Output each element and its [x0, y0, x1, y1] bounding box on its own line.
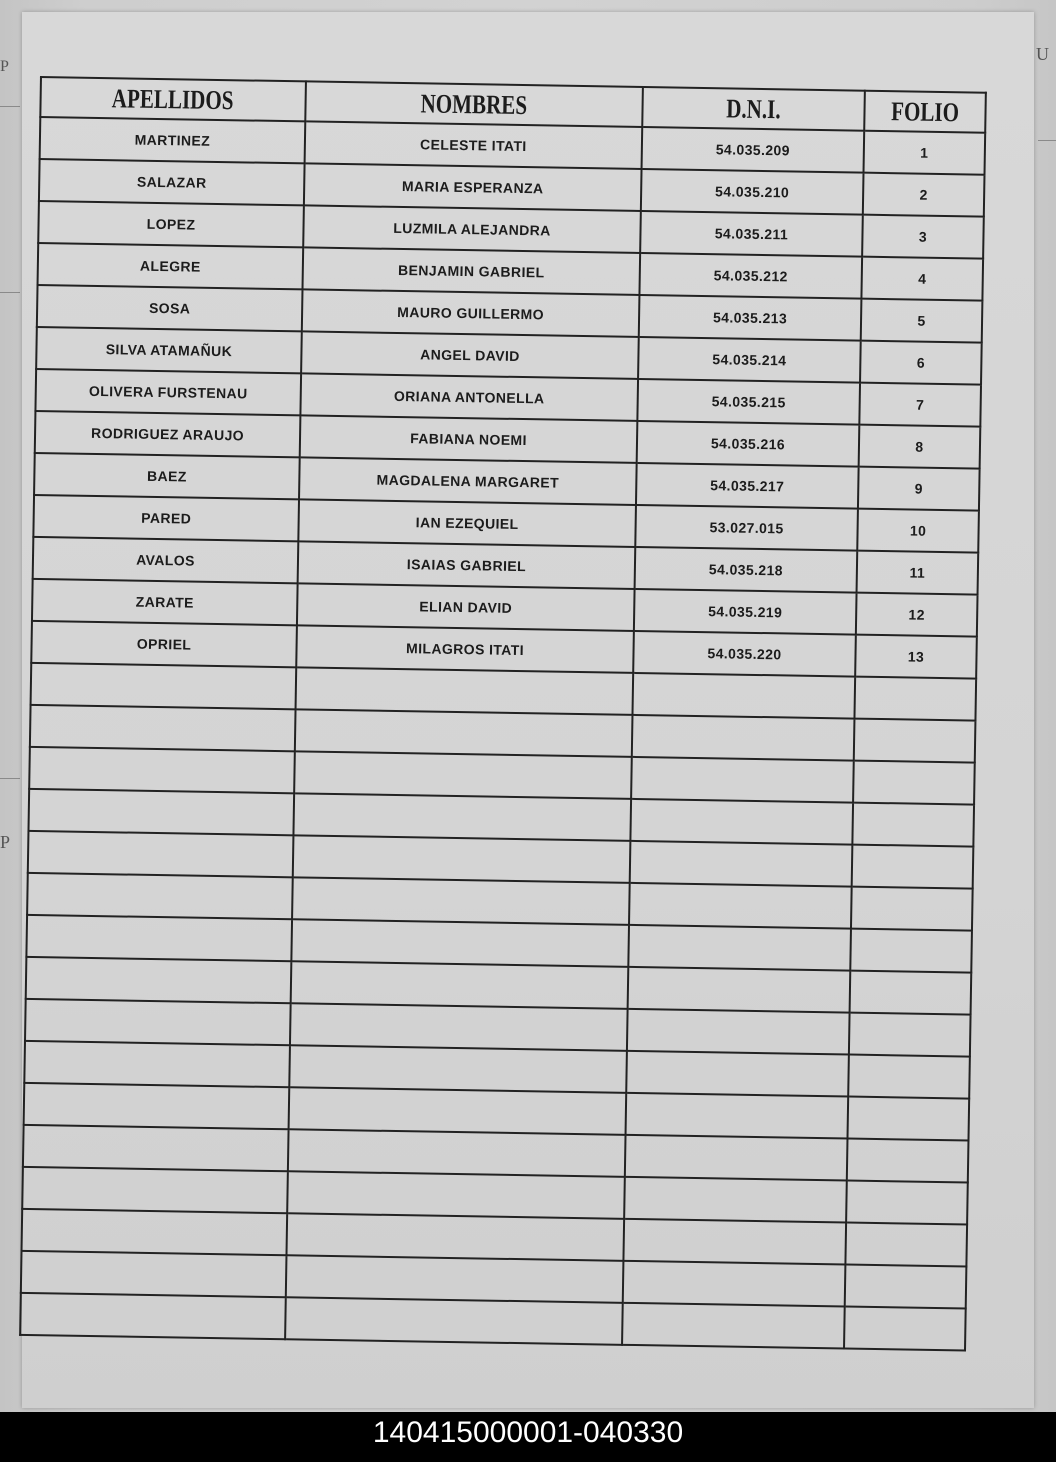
- apellidos-cell: MARTINEZ: [40, 117, 306, 163]
- folio-cell: 2: [863, 173, 985, 217]
- folio-cell: 10: [857, 509, 979, 553]
- apellidos-cell: [24, 1083, 290, 1129]
- dni-cell: 54.035.217: [636, 463, 859, 509]
- apellidos-cell: [22, 1167, 288, 1213]
- student-roster-table: [19, 76, 987, 1352]
- folio-cell: [848, 1055, 970, 1099]
- nombres-cell: [296, 667, 634, 715]
- nombres-cell: MARIA ESPERANZA: [304, 163, 642, 211]
- folio-cell: [845, 1265, 967, 1309]
- nombres-cell: [289, 1045, 627, 1093]
- dni-cell: [622, 1303, 845, 1349]
- nombres-cell: MILAGROS ITATI: [296, 625, 634, 673]
- edge-rule: [0, 106, 20, 107]
- apellidos-cell: [22, 1209, 288, 1255]
- nombres-cell: ORIANA ANTONELLA: [300, 373, 638, 421]
- edge-rule: [1038, 140, 1056, 141]
- folio-cell: 11: [857, 551, 979, 595]
- nombres-cell: [288, 1129, 626, 1177]
- dni-cell: [626, 1051, 849, 1097]
- folio-cell: [854, 677, 976, 721]
- nombres-cell: [295, 709, 633, 757]
- dni-cell: [629, 883, 852, 929]
- folio-cell: [847, 1097, 969, 1141]
- apellidos-cell: [26, 957, 292, 1003]
- nombres-cell: BENJAMIN GABRIEL: [302, 247, 640, 295]
- apellidos-cell: [24, 1041, 290, 1087]
- apellidos-cell: SOSA: [37, 285, 303, 331]
- apellidos-cell: [30, 705, 296, 751]
- dni-cell: 54.035.213: [639, 295, 862, 341]
- nombres-cell: ISAIAS GABRIEL: [298, 541, 636, 589]
- folio-cell: [850, 971, 972, 1015]
- nombres-cell: [286, 1255, 624, 1303]
- nombres-cell: IAN EZEQUIEL: [298, 499, 636, 547]
- nombres-cell: LUZMILA ALEJANDRA: [303, 205, 641, 253]
- dni-cell: [627, 1009, 850, 1055]
- nombres-cell: [285, 1297, 623, 1345]
- table-body: [20, 117, 985, 1351]
- dni-cell: [623, 1261, 846, 1307]
- nombres-cell: [294, 751, 632, 799]
- dni-cell: 54.035.216: [637, 421, 860, 467]
- apellidos-cell: OLIVERA FURSTENAU: [35, 369, 301, 415]
- apellidos-cell: BAEZ: [34, 453, 300, 499]
- apellidos-cell: LOPEZ: [38, 201, 304, 247]
- folio-cell: [853, 761, 975, 805]
- nombres-cell: MAGDALENA MARGARET: [299, 457, 637, 505]
- nombres-cell: ANGEL DAVID: [301, 331, 639, 379]
- dni-cell: 54.035.209: [642, 127, 865, 173]
- header-folio: FOLIO: [864, 91, 986, 133]
- apellidos-cell: [20, 1293, 286, 1339]
- edge-fragment-left: P: [0, 58, 9, 75]
- nombres-cell: [293, 835, 631, 883]
- apellidos-cell: [21, 1251, 287, 1297]
- nombres-cell: [286, 1213, 624, 1261]
- apellidos-cell: [23, 1125, 289, 1171]
- folio-cell: 4: [861, 257, 983, 301]
- edge-fragment-left-lower: P: [0, 832, 11, 852]
- dni-cell: [631, 757, 854, 803]
- folio-cell: [851, 887, 973, 931]
- apellidos-cell: [27, 873, 293, 919]
- apellidos-cell: PARED: [33, 495, 299, 541]
- edge-rule: [0, 292, 20, 293]
- folio-cell: 9: [858, 467, 980, 511]
- folio-cell: [854, 719, 976, 763]
- dni-cell: 53.027.015: [635, 505, 858, 551]
- apellidos-cell: OPRIEL: [31, 621, 297, 667]
- folio-cell: 5: [861, 299, 983, 343]
- folio-cell: 12: [856, 593, 978, 637]
- dni-cell: 54.035.211: [640, 211, 863, 257]
- apellidos-cell: [28, 789, 294, 835]
- folio-cell: 1: [864, 131, 986, 175]
- nombres-cell: [287, 1171, 625, 1219]
- nombres-cell: FABIANA NOEMI: [300, 415, 638, 463]
- folio-cell: [852, 803, 974, 847]
- apellidos-cell: SALAZAR: [39, 159, 305, 205]
- dni-cell: [632, 673, 855, 719]
- dni-cell: 54.035.212: [639, 253, 862, 299]
- edge-rule: [0, 778, 20, 779]
- nombres-cell: MAURO GUILLERMO: [302, 289, 640, 337]
- dni-cell: 54.035.210: [641, 169, 864, 215]
- roster-table-wrapper: [19, 76, 985, 1351]
- dni-cell: [623, 1219, 846, 1265]
- folio-cell: [850, 929, 972, 973]
- dni-cell: 54.035.214: [638, 337, 861, 383]
- folio-cell: [844, 1307, 966, 1351]
- dni-cell: [624, 1177, 847, 1223]
- nombres-cell: [293, 793, 631, 841]
- nombres-cell: ELIAN DAVID: [297, 583, 635, 631]
- nombres-cell: [289, 1087, 627, 1135]
- header-nombres: NOMBRES: [305, 81, 643, 127]
- nombres-cell: CELESTE ITATI: [305, 121, 643, 169]
- dni-cell: [625, 1135, 848, 1181]
- folio-cell: 6: [860, 341, 982, 385]
- dni-cell: [628, 925, 851, 971]
- apellidos-cell: [25, 999, 291, 1045]
- apellidos-cell: [29, 747, 295, 793]
- apellidos-cell: AVALOS: [33, 537, 299, 583]
- nombres-cell: [291, 961, 629, 1009]
- nombres-cell: [290, 1003, 628, 1051]
- folio-cell: [846, 1181, 968, 1225]
- folio-cell: 7: [859, 383, 981, 427]
- dni-cell: [632, 715, 855, 761]
- apellidos-cell: [26, 915, 292, 961]
- edge-fragment-right: U: [1036, 44, 1049, 64]
- nombres-cell: [291, 919, 629, 967]
- dni-cell: 54.035.219: [634, 589, 857, 635]
- folio-cell: 8: [859, 425, 981, 469]
- dni-cell: [630, 799, 853, 845]
- folio-cell: [852, 845, 974, 889]
- dni-cell: 54.035.220: [633, 631, 856, 677]
- header-dni: D.N.I.: [642, 87, 865, 131]
- folio-cell: 13: [855, 635, 977, 679]
- document-code: 140415000001-040330: [372, 1416, 684, 1449]
- dni-cell: 54.035.218: [635, 547, 858, 593]
- dni-cell: [630, 841, 853, 887]
- folio-cell: [845, 1223, 967, 1267]
- dni-cell: 54.035.215: [637, 379, 860, 425]
- nombres-cell: [292, 877, 630, 925]
- header-apellidos: APELLIDOS: [40, 77, 306, 121]
- apellidos-cell: ZARATE: [32, 579, 298, 625]
- apellidos-cell: [31, 663, 297, 709]
- folio-cell: [847, 1139, 969, 1183]
- folio-cell: 3: [862, 215, 984, 259]
- folio-cell: [849, 1013, 971, 1057]
- dni-cell: [626, 1093, 849, 1139]
- apellidos-cell: SILVA ATAMAÑUK: [36, 327, 302, 373]
- dni-cell: [628, 967, 851, 1013]
- apellidos-cell: [28, 831, 294, 877]
- apellidos-cell: ALEGRE: [38, 243, 304, 289]
- apellidos-cell: RODRIGUEZ ARAUJO: [35, 411, 301, 457]
